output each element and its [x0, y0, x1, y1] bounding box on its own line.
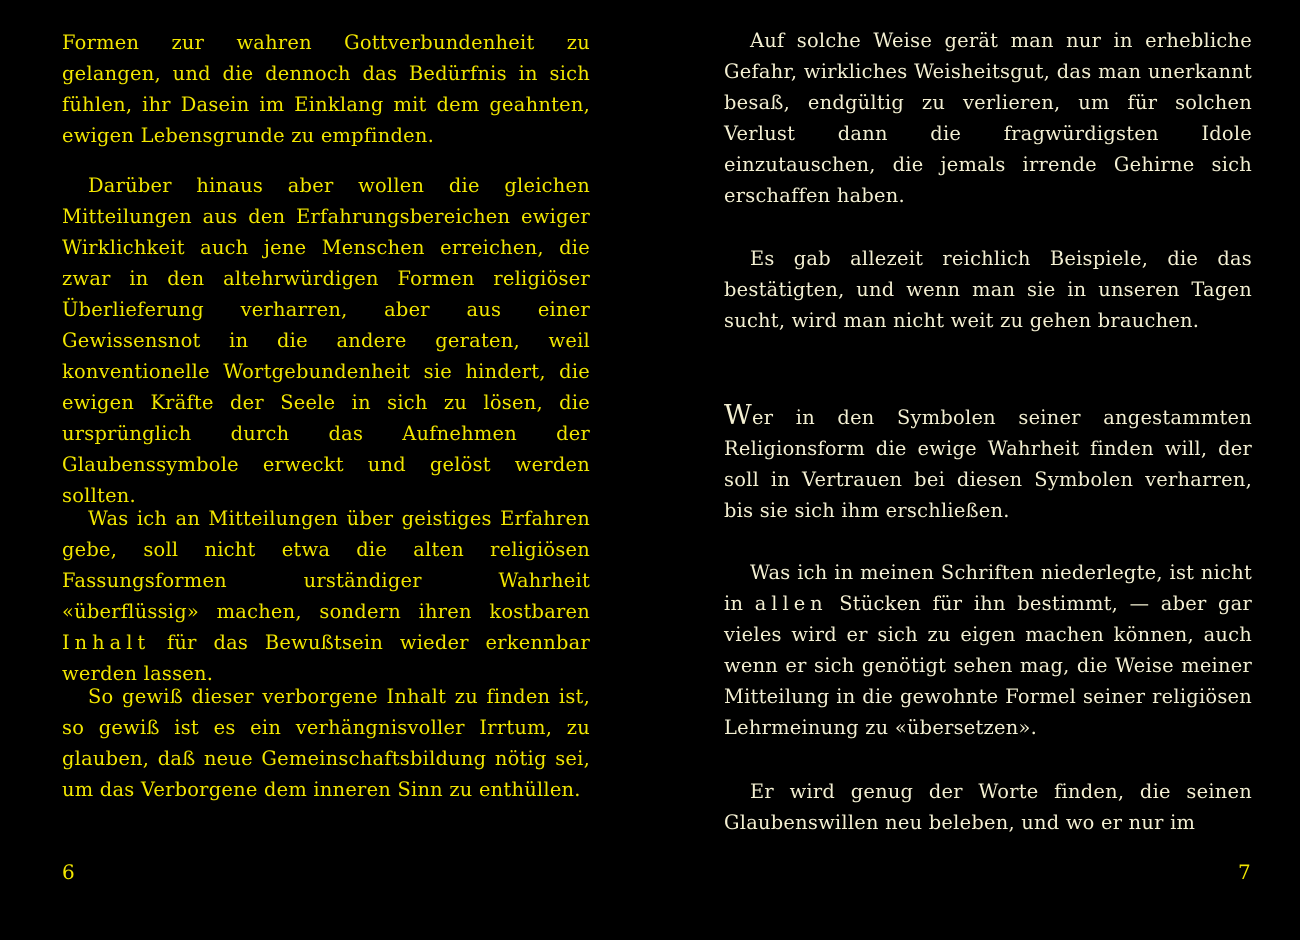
- left-paragraph-4: So gewiß dieser verborgene Inhalt zu finden ist, so gewiß ist es ein verhängnisvoller Irrtum, zu glauben, daß neue Gemeinschaftsbildung nötig sei, um das Verborgene dem inneren Sinn zu enthüllen.: [62, 685, 590, 801]
- left-paragraph-2: Darüber hinaus aber wollen die gleichen Mitteilungen aus den Erfahrungsbereichen ewiger Wirklichkeit auch jene Menschen erreichen, die zwar in den altehrwürdigen Formen religiöser Überlieferung verharren, aber aus einer Gewissensnot in die andere geraten, weil konventionelle Wortgebundenheit sie hindert, die ewigen Kräfte der Seele in sich zu lösen, die ursprünglich durch das Aufnehmen der Glaubenssymbole erweckt und gelöst werden sollten.: [62, 174, 590, 507]
- emphasized-word: Inhalt: [62, 631, 151, 654]
- page-number-left: 6: [62, 860, 75, 884]
- right-paragraph-4: Was ich in meinen Schriften niederlegte, ist nicht in allen Stücken für ihn bestimmt, — aber gar vieles wird er sich zu eigen machen können, auch wenn er sich genötigt sehen mag, die Weise meiner Mitteilung in die gewohnte Formel seiner religiösen Lehrmeinung zu «übersetzen».: [724, 561, 1252, 739]
- right-paragraph-1: Auf solche Weise gerät man nur in erhebliche Gefahr, wirkliches Weisheitsgut, das man unerkannt besaß, endgültig zu verlieren, um für solchen Verlust dann die fragwürdigsten Idole einzutauschen, die jemals irrende Gehirne sich erschaffen haben.: [724, 29, 1252, 207]
- right-paragraph-5: Er wird genug der Worte finden, die seinen Glaubenswillen neu beleben, und wo er nur im: [724, 780, 1252, 834]
- left-paragraph-1: Formen zur wahren Gottverbundenheit zu gelangen, und die dennoch das Bedürfnis in sich fühlen, ihr Dasein im Einklang mit dem geahnten, ewigen Lebensgrunde zu empfinden.: [62, 31, 590, 147]
- left-paragraph-3: Was ich an Mitteilungen über geistiges Erfahren gebe, soll nicht etwa die alten religiösen Fassungsformen urständiger Wahrheit «überflüssig» machen, sondern ihren kostbaren Inhalt für das Bewußtsein wieder erkennbar werden lassen.: [62, 507, 590, 685]
- left-page: [62, 0, 590, 940]
- page-number-right: 7: [1238, 860, 1251, 884]
- right-page: [724, 0, 1252, 940]
- drop-cap: W: [724, 400, 753, 431]
- right-paragraph-3: Wer in den Symbolen seiner angestammten Religionsform die ewige Wahrheit finden will, der soll in Vertrauen bei diesen Symbolen verharren, bis sie sich ihm erschließen.: [724, 400, 1252, 522]
- right-paragraph-2: Es gab allezeit reichlich Beispiele, die das bestätigten, und wenn man sie in unseren Tagen sucht, wird man nicht weit zu gehen brauchen.: [724, 247, 1252, 332]
- emphasized-word: allen: [754, 592, 828, 615]
